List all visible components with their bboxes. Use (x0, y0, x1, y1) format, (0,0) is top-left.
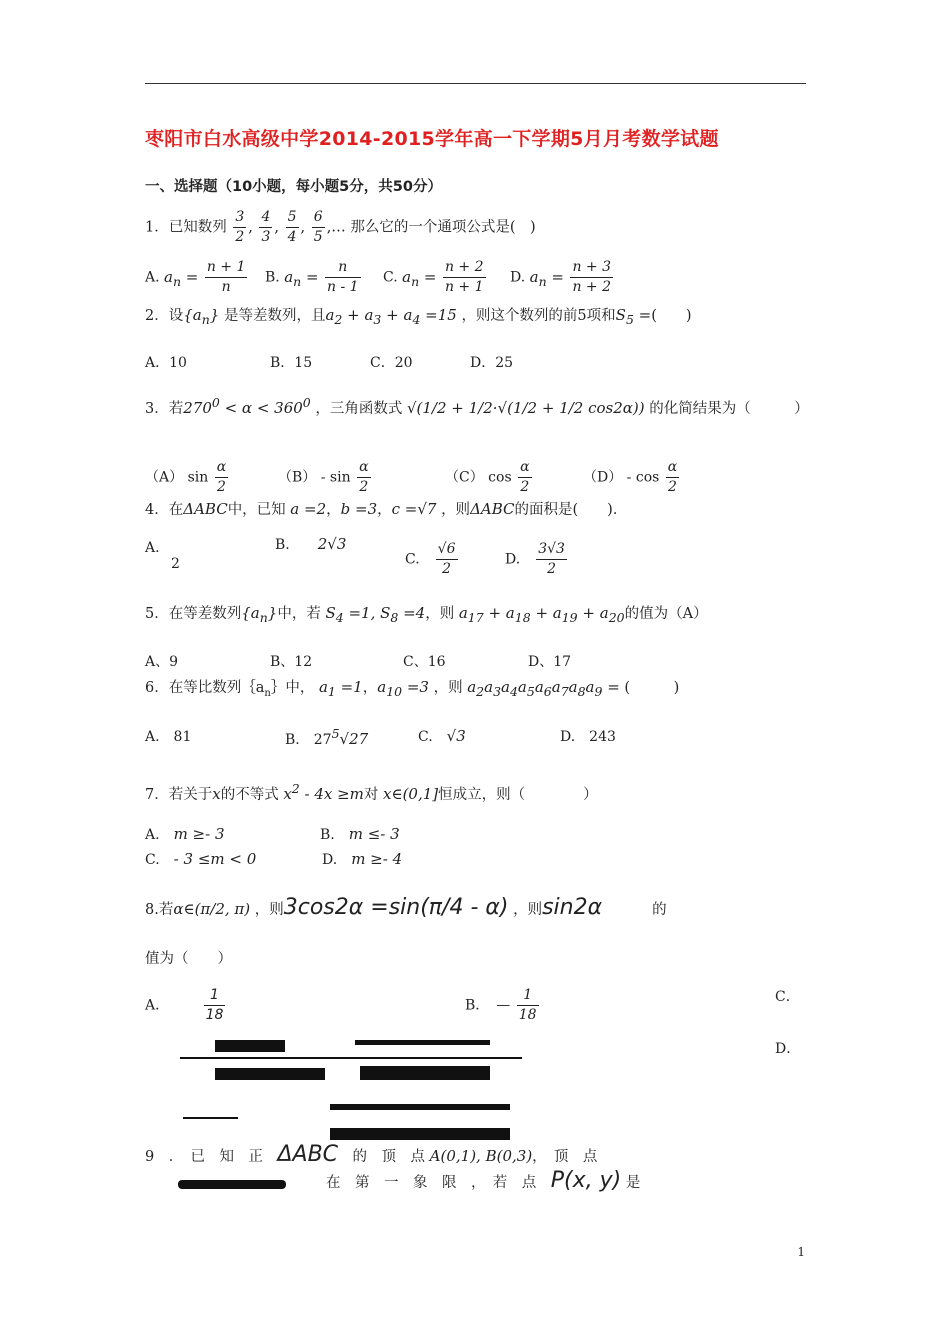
glyph-artifact (355, 1040, 490, 1045)
glyph-artifact (215, 1040, 285, 1052)
question-8: 8.若α∈(π/2, π) ，则3cos2α =sin(π/4 - α) ，则sin2α 的 (145, 895, 667, 920)
q2-option-c: C．20 (370, 355, 413, 371)
q8-option-a: A． $\frac{1}{18}$ (145, 987, 224, 1023)
glyph-artifact (215, 1068, 325, 1080)
question-4: 4．在ΔABC中，已知 a =2，b =3，c =√7 ，则ΔABC的面积是( )． (145, 500, 628, 518)
q1-option-a: A. $a_n$ = $\frac{n + 1}{n}$ (145, 259, 246, 295)
question-9: 9 ． 已 知 正 ΔABC 的 顶 点 A(0,1), B(0,3)， 顶 点 (145, 1142, 598, 1167)
q5-option-c: C、16 (403, 654, 446, 670)
question-7: 7．若关于x的不等式 $x^2 - 4x \ge m$对 x∈(0,1]恒成立，则（ ） (145, 781, 598, 803)
glyph-artifact (360, 1066, 490, 1080)
header-rule (145, 83, 806, 84)
glyph-artifact (178, 1180, 286, 1189)
question-2: 2．设$\{a_n\}$ 是等差数列，且$a_2 + a_3 + a_4 =15$ ，则这个数列的前5项和$S_5$ =( ) (145, 306, 692, 327)
question-9-line-2: 在 第 一 象 限 ， 若 点 P(x, y) 是 (326, 1168, 641, 1193)
q4-option-c: C. $\frac{√6}{2}$ (405, 541, 456, 577)
q6-option-d: D. 243 (560, 729, 616, 745)
question-5: 5．在等差数列$\{a_n\}$中，若 $S_4 =1$, $S_8 =4$，则 $a_{17} + a_{18} + a_{19} + a_{20}$的值为（A） (145, 604, 708, 625)
question-6: 6．在等比数列$\{a_n\}$中， $a_1 =1$，$a_{10} =3$ ，则 $a_2a_3a_4a_5a_6a_7a_8a_9$ = ( ) (145, 678, 680, 699)
q8-option-d: D． (775, 1041, 801, 1057)
q4-option-b: B. 2√3 (275, 535, 347, 553)
q5-option-d: D、17 (528, 654, 572, 670)
q2-option-d: D．25 (470, 355, 514, 371)
q8-option-c: C． (775, 989, 800, 1005)
question-3: 3．若$270^0 < \alpha < 360^0$ ，三角函数式 √(1/2 + 1/2·√(1/2 + 1/2 cos2α)) 的化简结果为（ ） (145, 395, 809, 417)
q6-option-c: C. √3 (418, 727, 466, 745)
q5-option-a: A、9 (145, 654, 179, 670)
page-title: 枣阳市白水高级中学2014-2015学年高一下学期5月月考数学试题 (145, 128, 719, 150)
page-number: 1 (797, 1245, 805, 1259)
q3-option-d: （D） - cos $\frac{\alpha}{2}$ (583, 459, 678, 495)
question-1: 1．已知数列 $\frac{3}{2}$ , $\frac{4}{3}$ , $\frac{5}{4}$ , $\frac{6}{5}$ ,… 那么它的一个通项公式是( ) (145, 209, 536, 245)
q3-option-a: （A） sin $\frac{\alpha}{2}$ (145, 459, 227, 495)
q1-option-d: D. $a_n$ = $\frac{n + 3}{n + 2}$ (510, 259, 612, 295)
q7-option-d: D. m ≥- 4 (322, 850, 403, 868)
q3-option-b: （B） - sin $\frac{\alpha}{2}$ (278, 459, 369, 495)
q8-option-b: B． — $\frac{1}{18}$ (465, 987, 537, 1023)
q5-option-b: B、12 (270, 654, 313, 670)
fraction-bar (180, 1057, 522, 1059)
q7-option-a: A. m ≥- 3 (145, 825, 225, 843)
q4-option-d: D. $\frac{3√3}{2}$ (505, 541, 565, 577)
q4-option-a: A. 2 (145, 540, 180, 572)
q7-option-c: C. - 3 ≤m < 0 (145, 850, 257, 868)
minus-sign (183, 1117, 238, 1119)
glyph-artifact (330, 1104, 510, 1110)
section-heading: 一、选择题（10小题，每小题5分，共50分） (145, 179, 442, 195)
q6-option-a: A. 81 (145, 729, 192, 745)
q1-option-c: C. $a_n$ = $\frac{n + 2}{n + 1}$ (383, 259, 484, 295)
glyph-artifact (330, 1128, 510, 1140)
q6-option-b: B. $27^5√27$ (285, 726, 369, 748)
question-8-continued: 值为（ ） (145, 951, 232, 967)
q2-option-b: B．15 (270, 355, 313, 371)
q2-option-a: A．10 (145, 355, 187, 371)
q3-option-c: （C） cos $\frac{\alpha}{2}$ (445, 459, 530, 495)
q7-option-b: B. m ≤- 3 (320, 825, 400, 843)
q1-option-b: B. $a_n$ = $\frac{n}{n - 1}$ (265, 259, 359, 295)
